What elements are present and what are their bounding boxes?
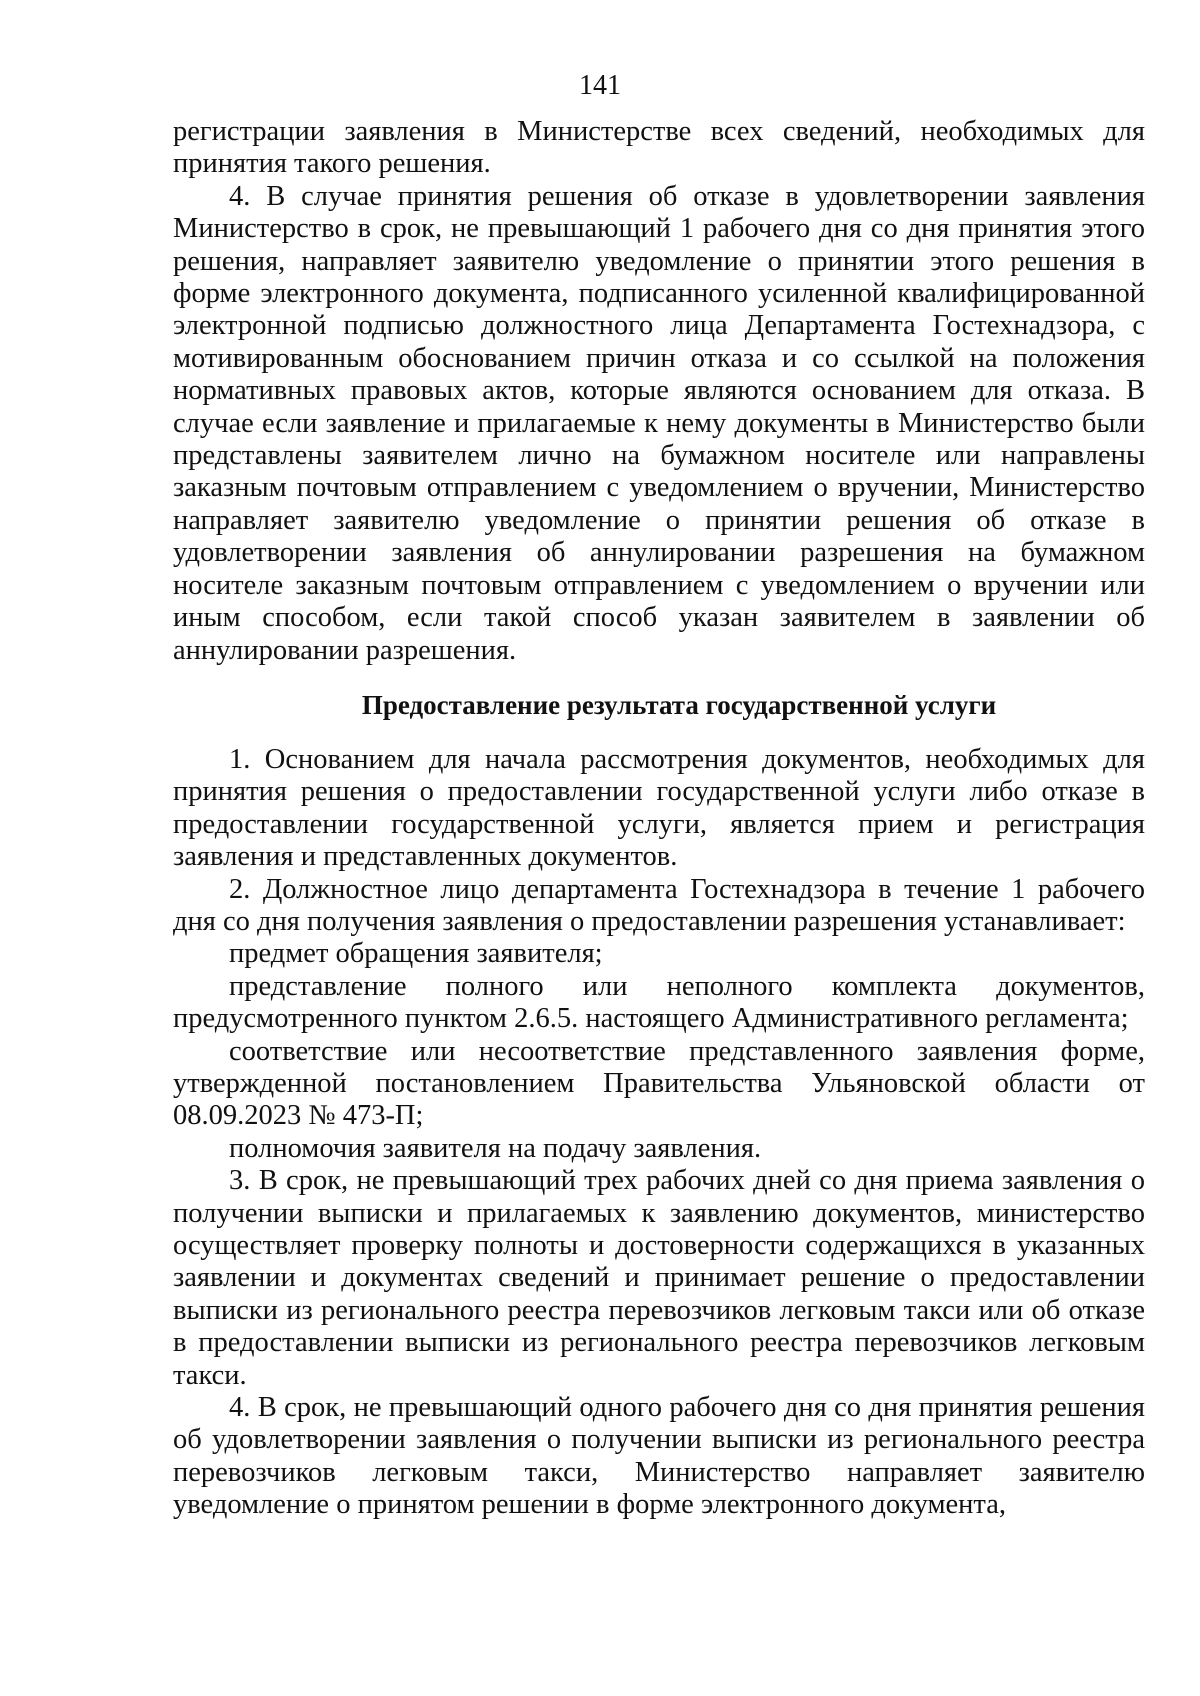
paragraph-refusal-notice: 4. В случае принятия решения об отказе в удовлетворении заявления Министерство в срок, не превышающий 1 рабочего дня со дня принятия этого решения, направляет заявителю уведомление о принятии этого решения в форме электронного документа, подписанного усиленной квалифицированной электронной подписью должностного лица Департамента Гостехнадзора, с мотивированным обоснованием причин отказа и со ссылкой на положения нормативных правовых актов, которые являются основанием для отказа. В случае если заявление и прилагаемые к нему документы в Министерство были представлены заявителем лично на бумажном носителе или направлены заказным почтовым отправлением с уведомлением о вручении, Министерство направляет заявителю уведомление о принятии решения об отказе в удовлетворении заявления об аннулировании разрешения на бумажном носителе заказным почтовым отправлением с уведомлением о вручении или иным способом, если такой способ указан заявителем в заявлении об аннулировании разрешения. bbox=[173, 180, 1145, 666]
paragraph-completeness: представление полного или неполного комплекта документов, предусмотренного пунктом 2.6.5. настоящего Административного регламента; bbox=[173, 970, 1145, 1035]
document-body bbox=[173, 116, 1145, 1522]
paragraph-authority: полномочия заявителя на подачу заявления. bbox=[229, 1132, 762, 1164]
page-number: 141 bbox=[579, 70, 621, 101]
paragraph-item-1: 1. Основанием для начала рассмотрения документов, необходимых для принятия решения о предоставлении государственной услуги либо отказе в предоставлении государственной услуги, является прием и регистрация заявления и представленных документов. bbox=[173, 743, 1145, 873]
section-heading: Предоставление результата государственной услуги bbox=[361, 689, 997, 720]
paragraph-continuation: регистрации заявления в Министерстве всех сведений, необходимых для принятия такого решения. bbox=[173, 116, 1145, 180]
paragraph-item-2: 2. Должностное лицо департамента Гостехнадзора в течение 1 рабочего дня со дня получения заявления о предоставлении разрешения устанавливает: bbox=[173, 873, 1145, 937]
paragraph-conformity: соответствие или несоответствие представленного заявления форме, утвержденной постановлением Правительства Ульяновской области от 08.09.2023 № 473-П; bbox=[173, 1035, 1145, 1132]
paragraph-subject: предмет обращения заявителя; bbox=[229, 938, 603, 970]
paragraph-item-4: 4. В срок, не превышающий одного рабочего дня со дня принятия решения об удовлетворении заявления о получении выписки из регионального реестра перевозчиков легковым такси, Министерство направляет заявителю уведомление о принятом решении в форме электронного документа, bbox=[173, 1392, 1145, 1521]
paragraph-item-3: 3. В срок, не превышающий трех рабочих дней со дня приема заявления о получении выписки и прилагаемых к заявлению документов, министерство осуществляет проверку полноты и достоверности содержащихся в указанных заявлении и документах сведений и принимает решение о предоставлении выписки из регионального реестра перевозчиков легковым такси или об отказе в предоставлении выписки из регионального реестра перевозчиков легковым такси. bbox=[173, 1165, 1145, 1391]
